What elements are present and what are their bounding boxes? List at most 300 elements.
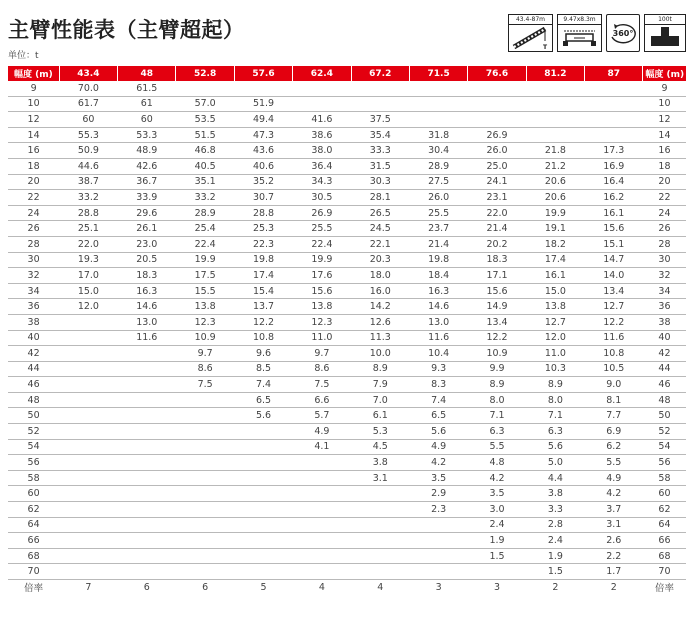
capacity-cell: 6: [202, 581, 209, 593]
capacity-cell: 43.6: [234, 143, 292, 159]
capacity-cell: 7.4: [409, 392, 467, 408]
capacity-cell: 24.5: [351, 221, 409, 237]
capacity-cell: 1.9: [526, 548, 584, 564]
table-row: [8, 439, 686, 455]
radius-cell: 52: [8, 424, 59, 440]
rotation-text: 360°: [612, 29, 634, 38]
table-row: [8, 81, 686, 96]
capacity-cell: [118, 377, 176, 393]
radius-cell: 68: [8, 548, 59, 564]
radius-cell: 36: [8, 299, 59, 315]
capacity-cell: 30.5: [293, 190, 351, 206]
radius-cell: 18: [8, 158, 59, 174]
table-row: [8, 127, 686, 143]
capacity-cell: 3.1: [351, 470, 409, 486]
capacity-cell: [118, 361, 176, 377]
capacity-cell: 12.0: [526, 330, 584, 346]
radius-cell: 10: [8, 96, 59, 112]
capacity-cell: 17.4: [234, 268, 292, 284]
capacity-cell: [234, 439, 292, 455]
capacity-cell: 20.5: [118, 252, 176, 268]
capacity-cell: 47.3: [234, 127, 292, 143]
capacity-cell: 12.2: [468, 330, 526, 346]
capacity-cell: 7.9: [351, 377, 409, 393]
capacity-cell: [176, 455, 234, 471]
capacity-cell: 33.2: [59, 190, 117, 206]
capacity-cell: 51.9: [234, 96, 292, 112]
capacity-cell: 46.8: [176, 143, 234, 159]
capacity-cell: 16.3: [409, 283, 467, 299]
capacity-cell: [176, 81, 234, 96]
radius-cell: 9: [643, 81, 686, 96]
capacity-cell: 6.5: [409, 408, 467, 424]
capacity-cell: 16.4: [585, 174, 643, 190]
capacity-cell: 15.4: [234, 283, 292, 299]
capacity-cell: 19.9: [176, 252, 234, 268]
capacity-cell: 6: [143, 581, 150, 593]
outrigger-badge: 9.47x8.3m: [557, 14, 602, 52]
capacity-cell: 15.6: [293, 283, 351, 299]
capacity-cell: 21.4: [468, 221, 526, 237]
radius-cell: 20: [8, 174, 59, 190]
table-row: [8, 470, 686, 486]
capacity-cell: 2.4: [468, 517, 526, 533]
capacity-cell: [118, 548, 176, 564]
capacity-cell: 28.9: [409, 158, 467, 174]
capacity-cell: [409, 564, 467, 580]
capacity-cell: 14.0: [585, 268, 643, 284]
capacity-cell: [409, 533, 467, 549]
capacity-cell: 9.7: [293, 346, 351, 362]
boom-icon: [509, 24, 552, 51]
radius-cell: 56: [643, 455, 686, 471]
capacity-cell: 48.9: [118, 143, 176, 159]
capacity-cell: [176, 486, 234, 502]
table-row: [8, 205, 686, 221]
capacity-cell: 19.8: [234, 252, 292, 268]
capacity-cell: [468, 96, 526, 112]
capacity-cell: [118, 486, 176, 502]
capacity-cell: 19.1: [526, 221, 584, 237]
capacity-cell: 2: [552, 581, 559, 593]
radius-cell: 24: [8, 205, 59, 221]
capacity-cell: 17.0: [59, 268, 117, 284]
capacity-cell: 5.6: [234, 408, 292, 424]
capacity-cell: 44.6: [59, 158, 117, 174]
table-row: [8, 112, 686, 128]
capacity-cell: 26.1: [118, 221, 176, 237]
radius-cell: 22: [643, 190, 686, 206]
capacity-cell: 4: [377, 581, 384, 593]
radius-cell: 70: [643, 564, 686, 580]
capacity-cell: 18.4: [409, 268, 467, 284]
capacity-cell: 8.1: [585, 392, 643, 408]
capacity-cell: 28.9: [176, 205, 234, 221]
capacity-cell: 10.5: [585, 361, 643, 377]
capacity-cell: [351, 564, 409, 580]
capacity-cell: 3.8: [526, 486, 584, 502]
table-row: [8, 361, 686, 377]
header-boom-length: 67.2: [351, 66, 409, 81]
capacity-cell: [293, 564, 351, 580]
capacity-cell: 7.5: [176, 377, 234, 393]
capacity-cell: [585, 96, 643, 112]
capacity-cell: 28.1: [351, 190, 409, 206]
radius-cell: 26: [8, 221, 59, 237]
capacity-cell: 15.6: [585, 221, 643, 237]
radius-cell: 70: [8, 564, 59, 580]
capacity-cell: [59, 408, 117, 424]
table-row: [8, 517, 686, 533]
radius-cell: 62: [643, 502, 686, 518]
capacity-cell: 7.4: [234, 377, 292, 393]
capacity-cell: 2.2: [585, 548, 643, 564]
capacity-cell: 26.9: [293, 205, 351, 221]
capacity-cell: [293, 455, 351, 471]
capacity-cell: 17.4: [526, 252, 584, 268]
header-boom-length: 43.4: [59, 66, 117, 81]
capacity-cell: [59, 455, 117, 471]
capacity-cell: [176, 392, 234, 408]
condition-badges: [508, 14, 686, 52]
capacity-cell: 3.5: [409, 470, 467, 486]
capacity-cell: [409, 517, 467, 533]
capacity-cell: 11.6: [409, 330, 467, 346]
capacity-cell: [59, 330, 117, 346]
capacity-cell: 4.1: [293, 439, 351, 455]
capacity-cell: [468, 112, 526, 128]
capacity-cell: [351, 533, 409, 549]
capacity-cell: [176, 470, 234, 486]
rotation-badge: [606, 14, 640, 52]
radius-cell: 32: [643, 268, 686, 284]
capacity-cell: 13.8: [293, 299, 351, 315]
radius-cell: 50: [8, 408, 59, 424]
capacity-cell: 3.1: [585, 517, 643, 533]
capacity-cell: 22.4: [293, 236, 351, 252]
capacity-cell: [234, 564, 292, 580]
capacity-cell: [59, 470, 117, 486]
capacity-cell: [59, 564, 117, 580]
capacity-cell: 14.2: [351, 299, 409, 315]
radius-cell: 18: [643, 158, 686, 174]
radius-cell: 48: [643, 392, 686, 408]
radius-cell: 48: [8, 392, 59, 408]
capacity-cell: 55.3: [59, 127, 117, 143]
header-boom-length: 87: [585, 66, 643, 81]
radius-cell: 46: [8, 377, 59, 393]
capacity-cell: 26.5: [351, 205, 409, 221]
capacity-cell: 16.3: [118, 283, 176, 299]
capacity-cell: 1.7: [585, 564, 643, 580]
capacity-cell: 12.6: [351, 314, 409, 330]
radius-cell: 34: [643, 283, 686, 299]
radius-cell: 40: [8, 330, 59, 346]
capacity-cell: 9.0: [585, 377, 643, 393]
capacity-cell: 16.1: [585, 205, 643, 221]
capacity-cell: [585, 81, 643, 96]
capacity-cell: 12.3: [176, 314, 234, 330]
capacity-cell: 13.7: [234, 299, 292, 315]
capacity-cell: 5.5: [585, 455, 643, 471]
capacity-cell: 57.0: [176, 96, 234, 112]
capacity-cell: [293, 470, 351, 486]
table-row: [8, 330, 686, 346]
table-row: [8, 283, 686, 299]
capacity-cell: 8.5: [234, 361, 292, 377]
capacity-cell: [293, 486, 351, 502]
capacity-cell: [526, 81, 584, 96]
capacity-cell: [351, 486, 409, 502]
capacity-cell: 19.3: [59, 252, 117, 268]
capacity-cell: 10.4: [409, 346, 467, 362]
capacity-cell: [234, 470, 292, 486]
capacity-cell: [409, 112, 467, 128]
capacity-cell: [118, 408, 176, 424]
capacity-cell: 19.8: [409, 252, 467, 268]
radius-cell: 38: [643, 314, 686, 330]
capacity-cell: 8.6: [176, 361, 234, 377]
capacity-cell: 4.9: [409, 439, 467, 455]
capacity-cell: 19.9: [526, 205, 584, 221]
capacity-cell: [59, 377, 117, 393]
radius-cell: 68: [643, 548, 686, 564]
capacity-cell: 6.5: [234, 392, 292, 408]
capacity-cell: 21.4: [409, 236, 467, 252]
capacity-cell: [176, 502, 234, 518]
capacity-cell: 12.7: [526, 314, 584, 330]
capacity-cell: [59, 314, 117, 330]
capacity-cell: 61.5: [118, 81, 176, 96]
radius-cell: 30: [643, 252, 686, 268]
capacity-cell: 7.1: [468, 408, 526, 424]
table-row: [8, 533, 686, 549]
capacity-cell: [468, 81, 526, 96]
capacity-cell: 13.4: [468, 314, 526, 330]
header-boom-length: 62.4: [293, 66, 351, 81]
capacity-cell: 3.0: [468, 502, 526, 518]
radius-cell: 50: [643, 408, 686, 424]
capacity-cell: [59, 486, 117, 502]
capacity-cell: 61.7: [59, 96, 117, 112]
radius-cell: 28: [643, 236, 686, 252]
capacity-cell: [176, 424, 234, 440]
capacity-cell: 7: [85, 581, 92, 593]
capacity-cell: 16.2: [585, 190, 643, 206]
capacity-cell: 70.0: [59, 81, 117, 96]
capacity-cell: 12.0: [59, 299, 117, 315]
capacity-cell: 6.9: [585, 424, 643, 440]
radius-cell: 12: [8, 112, 59, 128]
capacity-cell: 3.8: [351, 455, 409, 471]
header-boom-length: 48: [118, 66, 176, 81]
radius-cell: 62: [8, 502, 59, 518]
capacity-cell: [351, 81, 409, 96]
capacity-cell: 15.0: [526, 283, 584, 299]
capacity-cell: 15.1: [585, 236, 643, 252]
capacity-cell: 29.6: [118, 205, 176, 221]
radius-cell: 66: [643, 533, 686, 549]
capacity-cell: 33.2: [176, 190, 234, 206]
capacity-cell: 17.5: [176, 268, 234, 284]
capacity-cell: 18.0: [351, 268, 409, 284]
table-header-row: [8, 66, 686, 81]
capacity-cell: 35.2: [234, 174, 292, 190]
radius-cell: 24: [643, 205, 686, 221]
table-row: [8, 190, 686, 206]
capacity-cell: 6.3: [526, 424, 584, 440]
table-row: [8, 424, 686, 440]
capacity-cell: [176, 533, 234, 549]
capacity-cell: 8.9: [351, 361, 409, 377]
capacity-cell: [585, 127, 643, 143]
capacity-cell: 3: [493, 581, 501, 593]
capacity-cell: 1.5: [526, 564, 584, 580]
capacity-cell: 13.8: [176, 299, 234, 315]
capacity-cell: 4.9: [585, 470, 643, 486]
capacity-cell: [293, 96, 351, 112]
capacity-cell: 2.9: [409, 486, 467, 502]
radius-cell: 64: [643, 517, 686, 533]
radius-cell: 42: [8, 346, 59, 362]
capacity-cell: 31.5: [351, 158, 409, 174]
capacity-cell: 33.9: [118, 190, 176, 206]
table-row: [8, 392, 686, 408]
capacity-cell: 15.5: [176, 283, 234, 299]
boom-range-badge: 43.4-87m T: [508, 14, 553, 52]
capacity-cell: 10.9: [176, 330, 234, 346]
radius-cell: 38: [8, 314, 59, 330]
radius-cell: 倍率: [654, 583, 674, 595]
capacity-cell: 9.3: [409, 361, 467, 377]
capacity-cell: 13.0: [409, 314, 467, 330]
capacity-cell: [118, 533, 176, 549]
capacity-cell: [293, 548, 351, 564]
radius-cell: 58: [643, 470, 686, 486]
counterweight-icon: [645, 24, 685, 51]
capacity-cell: 2: [610, 581, 617, 593]
capacity-cell: 5.7: [293, 408, 351, 424]
capacity-cell: 20.3: [351, 252, 409, 268]
radius-cell: 52: [643, 424, 686, 440]
capacity-cell: 21.2: [526, 158, 584, 174]
table-row: [8, 377, 686, 393]
capacity-cell: 7.0: [351, 392, 409, 408]
capacity-cell: 8.6: [293, 361, 351, 377]
capacity-cell: 38.6: [293, 127, 351, 143]
capacity-cell: 16.9: [585, 158, 643, 174]
capacity-cell: 40.5: [176, 158, 234, 174]
capacity-cell: 25.5: [409, 205, 467, 221]
capacity-cell: [409, 548, 467, 564]
capacity-cell: 22.4: [176, 236, 234, 252]
capacity-cell: 5.6: [409, 424, 467, 440]
capacity-cell: 36.7: [118, 174, 176, 190]
header-boom-length: 52.8: [176, 66, 234, 81]
radius-cell: 64: [8, 517, 59, 533]
capacity-cell: 14.9: [468, 299, 526, 315]
header-radius-right: 幅度 (m): [643, 66, 686, 81]
table-row: [8, 158, 686, 174]
header-boom-length: 71.5: [409, 66, 467, 81]
capacity-cell: 27.5: [409, 174, 467, 190]
capacity-cell: [351, 548, 409, 564]
capacity-cell: 20.6: [526, 190, 584, 206]
capacity-cell: 1.5: [468, 548, 526, 564]
capacity-cell: 3.3: [526, 502, 584, 518]
header-boom-length: 57.6: [234, 66, 292, 81]
radius-cell: 56: [8, 455, 59, 471]
capacity-cell: 25.0: [468, 158, 526, 174]
capacity-cell: 2.4: [526, 533, 584, 549]
capacity-cell: 15.6: [468, 283, 526, 299]
capacity-cell: 35.4: [351, 127, 409, 143]
capacity-cell: [176, 548, 234, 564]
radius-cell: 42: [643, 346, 686, 362]
radius-cell: 46: [643, 377, 686, 393]
capacity-cell: 4.5: [351, 439, 409, 455]
table-row: [8, 502, 686, 518]
capacity-cell: [59, 361, 117, 377]
radius-cell: 16: [643, 143, 686, 159]
capacity-cell: 23.7: [409, 221, 467, 237]
capacity-cell: 53.3: [118, 127, 176, 143]
capacity-cell: 24.1: [468, 174, 526, 190]
capacity-cell: 60: [59, 112, 117, 128]
capacity-cell: 5: [260, 581, 267, 593]
capacity-cell: [234, 81, 292, 96]
capacity-cell: 18.3: [468, 252, 526, 268]
capacity-cell: [234, 517, 292, 533]
counterweight-badge: 100t: [644, 14, 686, 52]
capacity-cell: [351, 502, 409, 518]
capacity-cell: 23.0: [118, 236, 176, 252]
capacity-cell: [176, 517, 234, 533]
capacity-cell: [293, 81, 351, 96]
capacity-cell: [293, 533, 351, 549]
radius-cell: 22: [8, 190, 59, 206]
capacity-cell: 20.2: [468, 236, 526, 252]
capacity-cell: [59, 392, 117, 408]
radius-cell: 44: [8, 361, 59, 377]
capacity-cell: [176, 439, 234, 455]
capacity-cell: 4.2: [468, 470, 526, 486]
radius-cell: 60: [8, 486, 59, 502]
radius-cell: 16: [8, 143, 59, 159]
capacity-cell: [526, 127, 584, 143]
capacity-cell: 12.7: [585, 299, 643, 315]
capacity-cell: 1.9: [468, 533, 526, 549]
capacity-cell: 9.6: [234, 346, 292, 362]
capacity-cell: 6.2: [585, 439, 643, 455]
radius-cell: 20: [643, 174, 686, 190]
table-row: [8, 486, 686, 502]
radius-cell: 54: [8, 439, 59, 455]
capacity-cell: 12.2: [585, 314, 643, 330]
radius-cell: 54: [643, 439, 686, 455]
capacity-cell: 23.1: [468, 190, 526, 206]
capacity-cell: 17.3: [585, 143, 643, 159]
capacity-cell: 17.1: [468, 268, 526, 284]
capacity-cell: 4.2: [585, 486, 643, 502]
capacity-cell: 26.0: [409, 190, 467, 206]
capacity-cell: 7.1: [526, 408, 584, 424]
capacity-cell: 10.0: [351, 346, 409, 362]
capacity-cell: 11.6: [118, 330, 176, 346]
capacity-cell: 53.5: [176, 112, 234, 128]
header-radius-left: 幅度 (m): [8, 66, 59, 81]
capacity-cell: 25.4: [176, 221, 234, 237]
